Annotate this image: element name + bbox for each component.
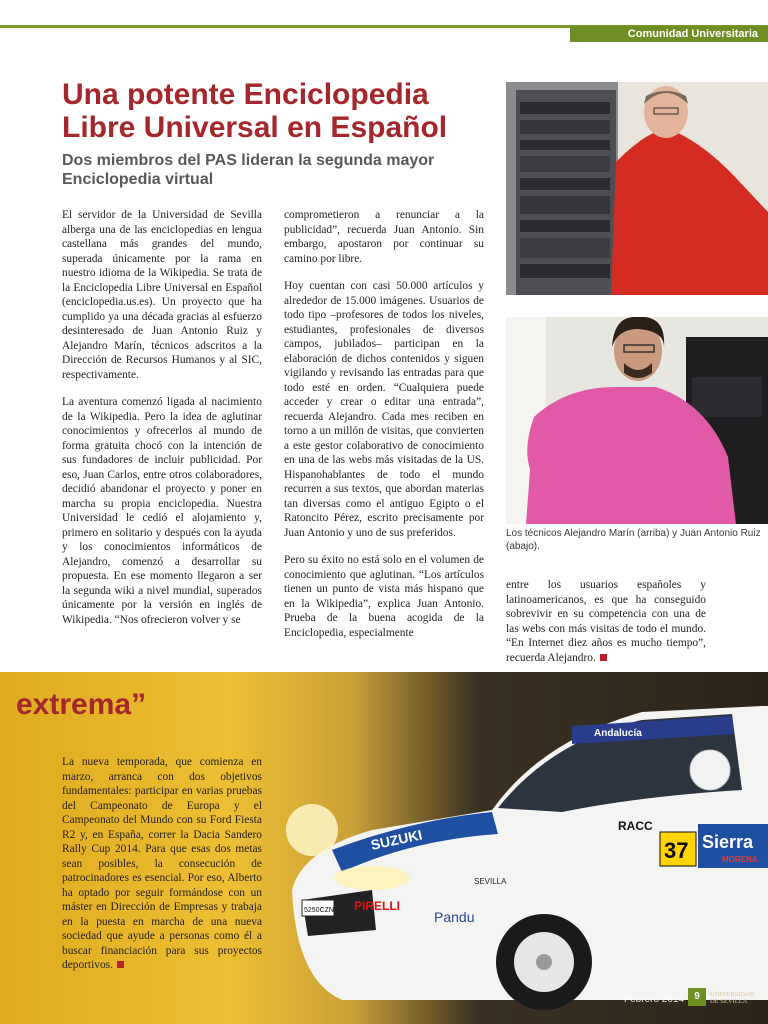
photo-illustration [506, 82, 768, 295]
end-mark-icon [117, 961, 124, 968]
sevilla-sticker: SEVILLA [474, 877, 507, 886]
page-number: 9 [688, 988, 706, 1006]
university-logo [710, 989, 768, 1005]
pandu-sticker: Pandu [434, 909, 475, 925]
driver-helmet [690, 750, 730, 790]
paragraph-text: entre los usuarios españoles y latinoamericanos, es que ha conseguido sobrevivir en su competencia con una de las webs con más visitas de todo el mundo. “En Internet diez años es mucho tiempo”, recuerda Alejandro. [506, 579, 706, 664]
photo-illustration [506, 317, 768, 524]
logo-line-1: UNIVERSIDAD [710, 991, 755, 998]
paragraph-text: La nueva temporada, que comienza en marzo, arranca con dos objetivos fundamentales: participar en varias pruebas del Campeonato de Europa y el Campeonato del Mundo con su Ford Fiesta R2 y, en España, correr la Dacia Sandero Rally Cup 2014. Para que esas dos metas sean posibles, la consecución de patrocinadores es esencial. Por eso, Alberto ha optado por seguir formándose con un máster en Dirección de Empresas y trabaja en la puesta en marcha de una nueva sociedad que ayude a personas como él a buscar financiación para sus proyectos deportivos. [62, 756, 262, 971]
article-column-2 [284, 208, 484, 653]
paragraph: La aventura comenzó ligada al nacimiento de la Wikipedia. Pero la idea de aglutinar conocimientos y ofrecerlos al mundo de forma gratuita chocó con la intención de sus fundadores de incluir publicidad. Por eso, Juan Carlos, entre otros colaboradores, decidió abandonar el proyecto y poner en marcha su propia enciclopedia. Nuestra Universidad le cedió el alojamiento y, primero en solitario y después con la ayuda y los conocimientos informáticos de Alejandro, comenzó a desarrollar su propuesta. En ese momento llegaron a ser la segunda wiki a nivel mundial, superados únicamente por la versión en inglés de Wikipedia. “Nos ofrecieron volver y se [62, 396, 262, 626]
issue-date: Febrero 2014 [624, 994, 685, 1005]
windshield-banner-text: Andalucía [594, 728, 642, 739]
rally-car-photo [262, 700, 768, 1024]
hood-sponsor-text: SUZUKI [369, 826, 424, 853]
paragraph [62, 755, 262, 973]
article-column-3 [506, 578, 706, 678]
racc-sticker: RACC [618, 819, 653, 833]
photo-caption: Los técnicos Alejandro Marín (arriba) y Juan Antonio Ruiz (abajo). [506, 528, 761, 552]
section-label: Comunidad Universitaria [570, 26, 768, 42]
end-mark-icon [600, 654, 607, 661]
rally-article-column [62, 755, 262, 986]
race-number: 37 [664, 838, 689, 863]
license-plate-text: 5250CZN [304, 907, 334, 914]
paragraph [506, 578, 706, 665]
wheel-hub [536, 954, 552, 970]
headlight-glow-icon [286, 804, 338, 856]
paragraph: Pero su éxito no está solo en el volumen de conocimiento que aglutinan. “Los artículos tienen un punto de vista más hispano que en la Wikipedia”, explica Juan Antonio. Prueba de la buena acogida de la Enciclopedia, especialmente [284, 554, 484, 639]
side-sponsor-subtext: MORENA [722, 855, 758, 864]
paragraph: El servidor de la Universidad de Sevilla alberga una de las enciclopedias en lengua castellana más grandes del mundo, superada únicamente por la rama en nuestro idioma de la Wikipedia. Se trata de la Enciclopedia Libre Universal en Español (enciclopedia.us.es). Un proyecto que ha cumplido ya una década gracias al esfuerzo desinteresado de Juan Antonio Ruiz y Alejandro Marín, técnicos adscritos a la Dirección de Recursos Humanos y al SIC, respectivamente. [62, 209, 262, 381]
article-title: Una potente Enciclopedia Libre Universal en Español [62, 78, 448, 144]
pirelli-sticker: PIRELLI [354, 899, 401, 913]
article-column-1 [62, 208, 262, 640]
logo-line-2: DE SEVILLA [710, 998, 748, 1005]
paragraph: comprometieron a renunciar a la publicidad”, recuerda Juan Antonio. Sin embargo, apostaron por continuar su camino por libre. [284, 209, 484, 265]
article-subtitle: Dos miembros del PAS lideran la segunda mayor Enciclopedia virtual [62, 152, 435, 188]
paragraph: Hoy cuentan con casi 50.000 artículos y alrededor de 15.000 imágenes. Usuarios de todo tipo –profesores de todos los niveles, estudiantes, profesionales de diversos campos, jubilados– participan en la elaboración de dichos contenidos y siguen vigilando y revisando las entradas para que todo esté en orden. “Cualquiera puede acceder y crear o editar una entrada”, recuerda Alejandro. Cada mes reciben en torno a un millón de visitas, que convierten a este gestor colaborativo de conocimiento en una de las webs más visitadas de la US. Hispanohablantes de todo el mundo recurren a sus textos, que abordan materias tan diversas como el antiguo Egipto o el Ratoncito Pérez, escrito precisamente por Juan Antonio y uno de sus preferidos. [284, 280, 484, 539]
headlight-icon [334, 866, 410, 890]
photo-juan-antonio-ruiz [506, 317, 768, 524]
side-sponsor-text: Sierra [702, 832, 754, 852]
section-heading-extrema: extrema” [16, 688, 147, 721]
photo-alejandro-marin [506, 82, 768, 295]
